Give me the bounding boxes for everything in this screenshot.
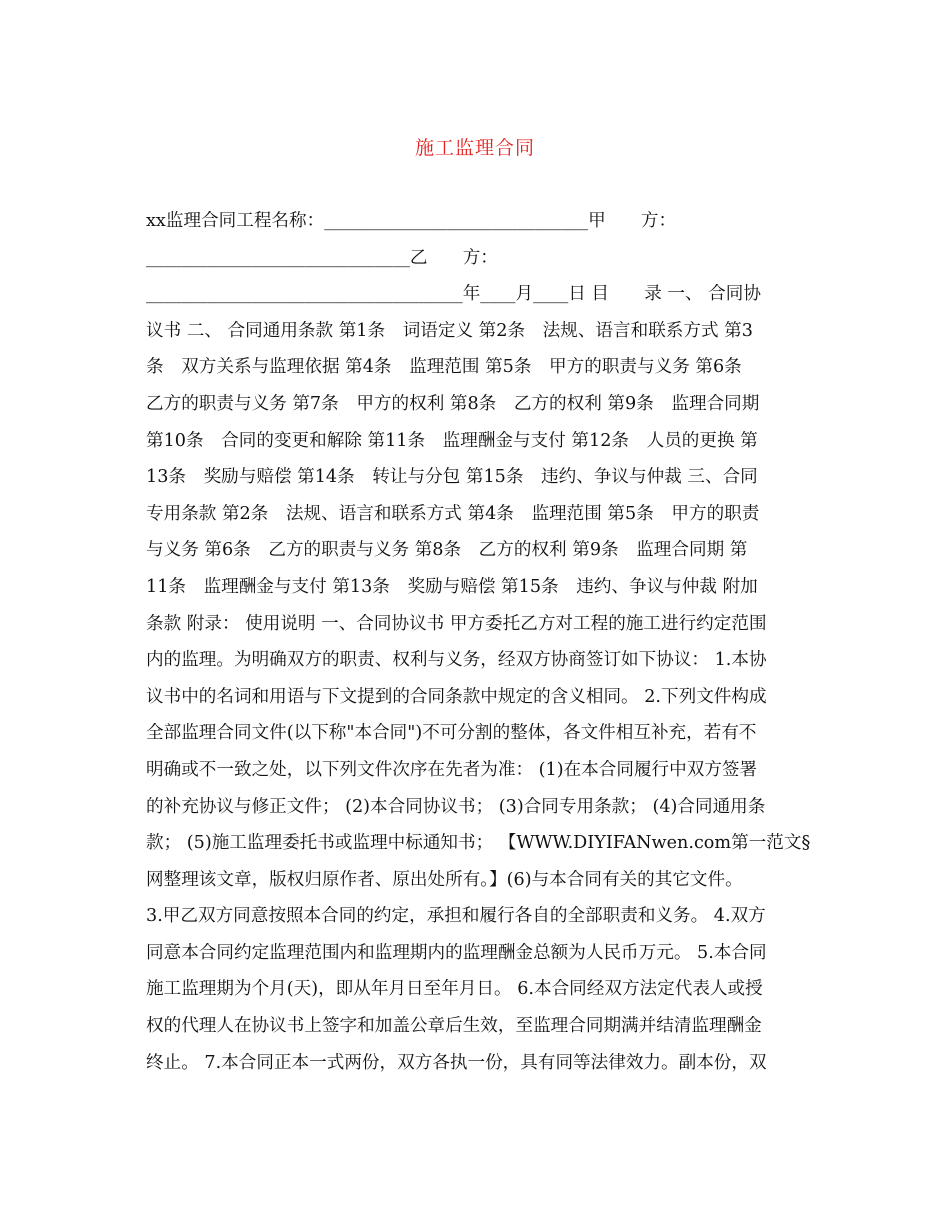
body-line: 同意本合同约定监理范围内和监理期内的监理酬金总额为人民币万元。 5.本合同 [146, 942, 767, 963]
body-line: 终止。 7.本合同正本一式两份，双方各执一份，具有同等法律效力。副本份，双 [146, 1052, 767, 1073]
body-line: 条 双方关系与监理依据 第4条 监理范围 第5条 甲方的职责与义务 第6条 [146, 357, 742, 378]
body-line: 11条 监理酬金与支付 第13条 奖励与赔偿 第15条 违约、争议与仲裁 附加 [146, 576, 758, 597]
body-line: 与义务 第6条 乙方的职责与义务 第8条 乙方的权利 第9条 监理合同期 第 [146, 540, 748, 561]
body-line: 权的代理人在协议书上签字和加盖公章后生效，至监理合同期满并结清监理酬金 [146, 1016, 762, 1037]
body-line: 明确或不一致之处，以下列文件次序在先者为准： (1)在本合同履行中双方签署 [146, 759, 758, 780]
body-line: 议书 二、 合同通用条款 第1条 词语定义 第2条 法规、语言和联系方式 第3 [146, 320, 753, 341]
body-line: 乙方的职责与义务 第7条 甲方的权利 第8条 乙方的权利 第9条 监理合同期 [146, 393, 760, 414]
body-line: ____________________________________年____月____日 目 录 一、 合同协 [146, 284, 761, 305]
body-line: 第10条 合同的变更和解除 第11条 监理酬金与支付 第12条 人员的更换 第 [146, 430, 758, 451]
body-line: ______________________________乙 方： [146, 247, 498, 268]
body-line: 3.甲乙双方同意按照本合同的约定，承担和履行各自的全部职责和义务。 4.双方 [146, 906, 766, 927]
body-line: xx监理合同工程名称：______________________________甲 方： [146, 211, 677, 231]
body-line: 条款 附录： 使用说明 一、合同协议书 甲方委托乙方对工程的施工进行约定范围 [146, 613, 767, 634]
document-body [146, 203, 810, 1081]
document-title: 施工监理合同 [414, 137, 535, 159]
body-line: 13条 奖励与赔偿 第14条 转让与分包 第15条 违约、争议与仲裁 三、合同 [146, 467, 758, 488]
body-line: 网整理该文章，版权归原作者、原出处所有。】(6)与本合同有关的其它文件。 [146, 869, 743, 890]
body-line: 款； (5)施工监理委托书或监理中标通知书； 【WWW.DIYIFANwen.com第一范文§ [146, 833, 811, 854]
body-line: 内的监理。为明确双方的职责、权利与义务，经双方协商签订如下协议： 1.本协 [146, 650, 767, 671]
body-line: 全部监理合同文件(以下称"本合同")不可分割的整体，各文件相互补充，若有不 [146, 723, 757, 744]
body-line: 的补充协议与修正文件； (2)本合同协议书； (3)合同专用条款； (4)合同通用条 [146, 796, 766, 817]
body-line: 议书中的名词和用语与下文提到的合同条款中规定的含义相同。 2.下列文件构成 [146, 686, 767, 707]
body-line: 施工监理期为个月(天)，即从年月日至年月日。 6.本合同经双方法定代表人或授 [146, 979, 763, 1000]
body-line: 专用条款 第2条 法规、语言和联系方式 第4条 监理范围 第5条 甲方的职责 [146, 503, 760, 524]
